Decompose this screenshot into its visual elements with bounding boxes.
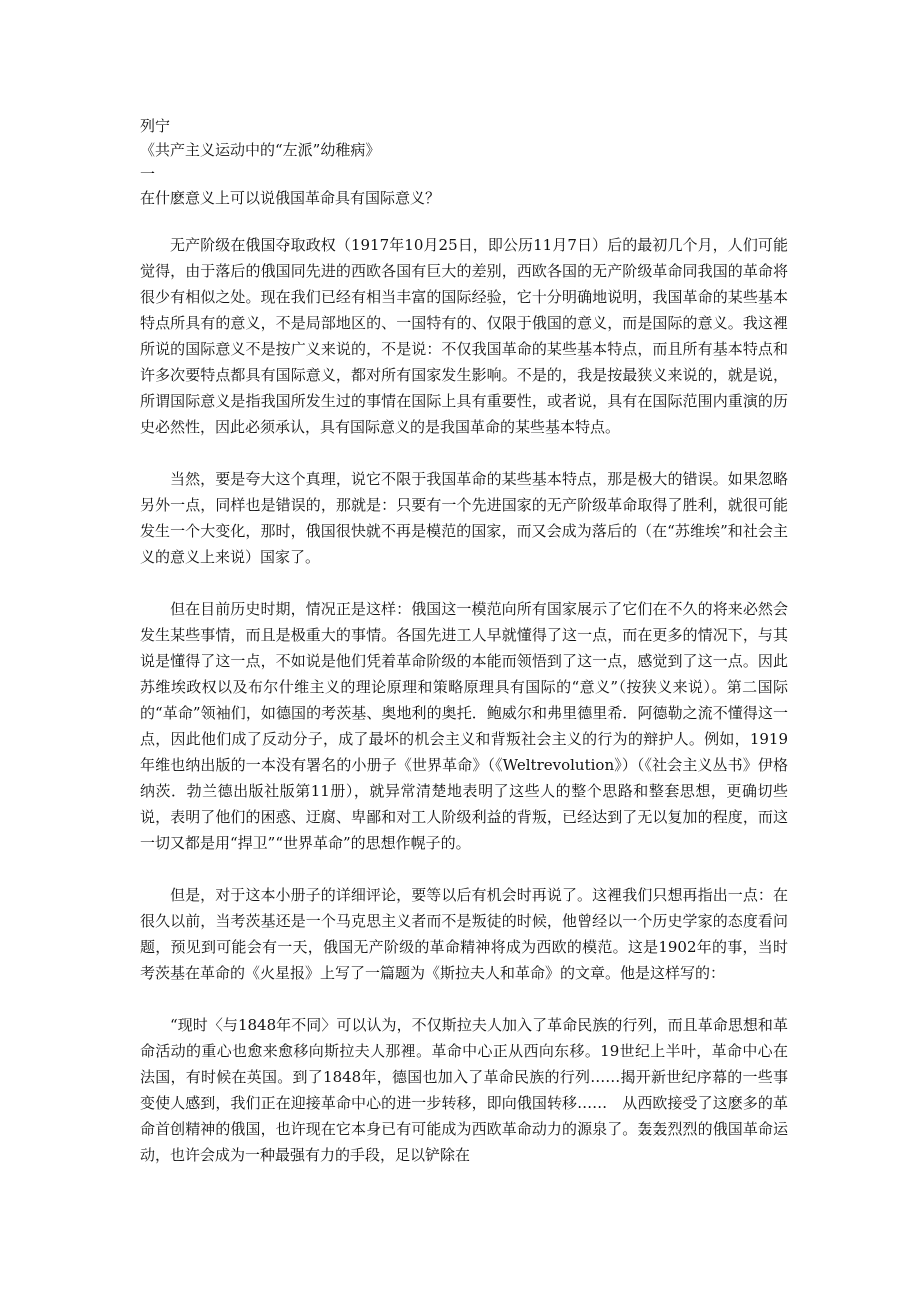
- document-header: [140, 114, 800, 210]
- paragraph: 无产阶级在俄国夺取政权（1917年10月25日，即公历11月7日）后的最初几个月，人们可能觉得，由于落后的俄国同先进的西欧各国有巨大的差别，西欧各国的无产阶级革命同我国的革命将很少有相似之处。现在我们已经有相当丰富的国际经验，它十分明确地说明，我国革命的某些基本特点所具有的意义，不是局部地区的、一国特有的、仅限于俄国的意义，而是国际的意义。我这裡所说的国际意义不是按广义来说的，不是说：不仅我国革命的某些基本特点，而且所有基本特点和许多次要特点都具有国际意义，都对所有国家发生影响。不是的，我是按最狭义来说的，就是说，所谓国际意义是指我国所发生过的事情在国际上具有重要性，或者说，具有在国际范围内重演的历史必然性，因此必须承认，具有国际意义的是我国革命的某些基本特点。: [140, 236, 788, 436]
- paragraph: 但是，对于这本小册子的详细评论，要等以后有机会时再说了。这裡我们只想再指出一点：在很久以前，当考茨基还是一个马克思主义者而不是叛徒的时候，他曾经以一个历史学家的态度看问题，预见到可能会有一天，俄国无产阶级的革命精神将成为西欧的模范。这是1902年的事，当时考茨基在革命的《火星报》上写了一篇题为《斯拉夫人和革命》的文章。他是这样写的：: [140, 886, 788, 982]
- chapter-title: 在什麽意义上可以说俄国革命具有国际意义？: [140, 189, 441, 207]
- body-text: [140, 232, 788, 1194]
- book-title: 《共产主义运动中的“左派”幼稚病》: [140, 141, 381, 159]
- paragraph: 但在目前历史时期，情况正是这样：俄国这一模范向所有国家展示了它们在不久的将来必然会发生某些事情，而且是极重大的事情。各国先进工人早就懂得了这一点，而在更多的情况下，与其说是懂得了这一点，不如说是他们凭着革命阶级的本能而领悟到了这一点，感觉到了这一点。因此苏维埃政权以及布尔什维主义的理论原理和策略原理具有国际的“意义”（按狭义来说）。第二国际的“革命”领袖们，如德国的考茨基、奥地利的奥托．鲍威尔和弗里德里希．阿德勒之流不懂得这一点，因此他们成了反动分子，成了最坏的机会主义和背叛社会主义的行为的辩护人。例如，1919年维也纳出版的一本没有署名的小册子《世界革命》（《Weltrevolution》）（《社会主义丛书》伊格纳茨．勃兰德出版社版第11册），就异常清楚地表明了这些人的整个思路和整套思想，更确切些说，表明了他们的困惑、迂腐、卑鄙和对工人阶级利益的背叛，已经达到了无以复加的程度，而这一切又都是用“捍卫”“世界革命”的思想作幌子的。: [140, 600, 788, 852]
- quote-paragraph: “现时〈与1848年不同〉可以认为，不仅斯拉夫人加入了革命民族的行列，而且革命思想和革命活动的重心也愈来愈移向斯拉夫人那裡。革命中心正从西向东移。19世纪上半叶，革命中心在法国，有时候在英国。到了1848年，德国也加入了革命民族的行列……揭开新世纪序幕的一些事变使人感到，我们正在迎接革命中心的进一步转移，即向俄国转移…… 从西欧接受了这麽多的革命首创精神的俄国，也许现在它本身已有可能成为西欧革命动力的源泉了。轰轰烈烈的俄国革命运动，也许会成为一种最强有力的手段，足以铲除在: [140, 1016, 788, 1164]
- paragraph: 当然，要是夸大这个真理，说它不限于我国革命的某些基本特点，那是极大的错误。如果忽略另外一点，同样也是错误的，那就是：只要有一个先进国家的无产阶级革命取得了胜利，就很可能发生一个大变化，那时，俄国很快就不再是模范的国家，而又会成为落后的（在“苏维埃”和社会主义的意义上来说）国家了。: [140, 470, 788, 566]
- chapter-number: 一: [140, 165, 156, 183]
- author-name: 列宁: [140, 117, 171, 135]
